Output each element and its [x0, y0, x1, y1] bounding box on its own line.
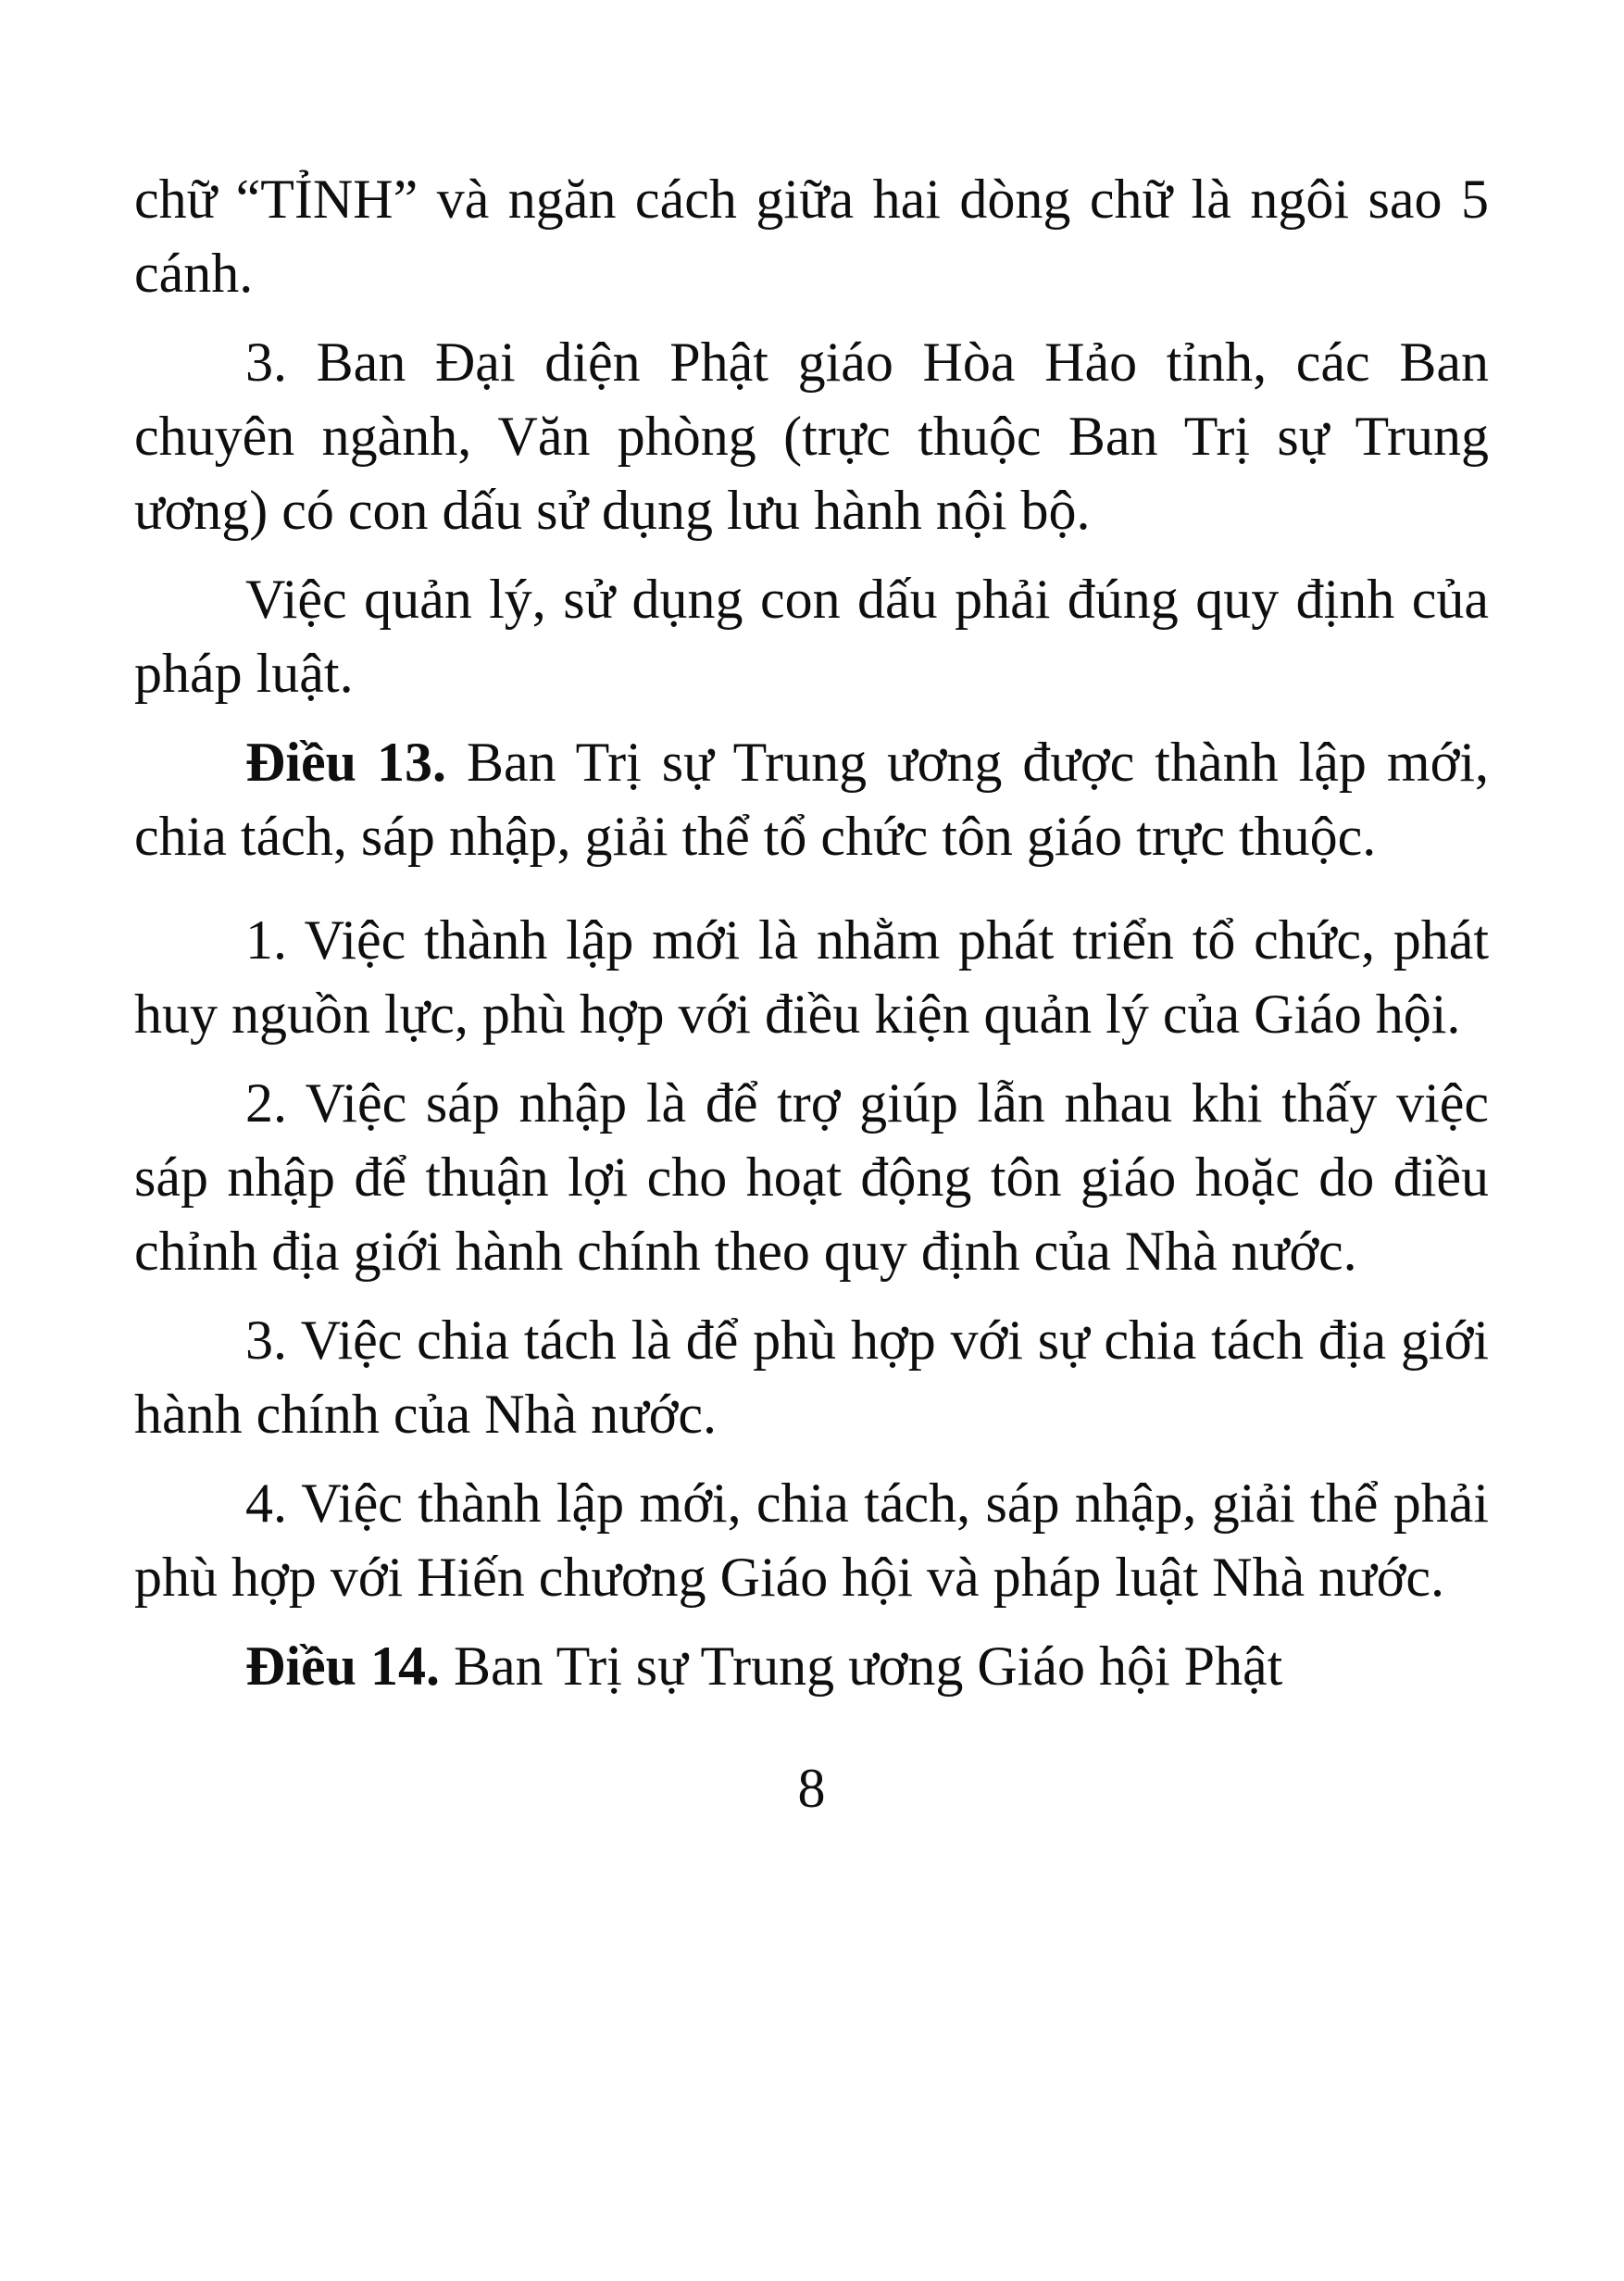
paragraph: Điều 13. Ban Trị sự Trung ương được thành lập mới, chia tách, sáp nhập, giải thể tổ chức tôn giáo trực thuộc.	[134, 732, 1489, 867]
paragraph: chữ “TỈNH” và ngăn cách giữa hai dòng chữ là ngôi sao 5 cánh.	[134, 169, 1489, 304]
paragraph: 2. Việc sáp nhập là để trợ giúp lẫn nhau khi thấy việc sáp nhập để thuận lợi cho hoạt động tôn giáo hoặc do điều chỉnh địa giới hành chính theo quy định của Nhà nước.	[134, 1072, 1489, 1282]
page-number: 8	[797, 1758, 826, 1819]
paragraph: 3. Việc chia tách là để phù hợp với sự chia tách địa giới hành chính của Nhà nước.	[134, 1310, 1489, 1445]
paragraph: 4. Việc thành lập mới, chia tách, sáp nhập, giải thể phải phù hợp với Hiến chương Giáo hội và pháp luật Nhà nước.	[134, 1473, 1489, 1608]
article-heading: Điều 14.	[245, 1636, 440, 1697]
paragraph: 3. Ban Đại diện Phật giáo Hòa Hảo tỉnh, các Ban chuyên ngành, Văn phòng (trực thuộc Ban Trị sự Trung ương) có con dấu sử dụng lưu hành nội bộ.	[134, 332, 1489, 541]
paragraph: 1. Việc thành lập mới là nhằm phát triển tổ chức, phát huy nguồn lực, phù hợp với điều kiện quản lý của Giáo hội.	[134, 909, 1489, 1045]
paragraph: Điều 14. Ban Trị sự Trung ương Giáo hội Phật	[245, 1636, 1283, 1697]
text-block	[134, 162, 1489, 1703]
paragraph: Việc quản lý, sử dụng con dấu phải đúng quy định của pháp luật.	[134, 569, 1489, 704]
article-heading: Điều 13.	[245, 732, 447, 793]
